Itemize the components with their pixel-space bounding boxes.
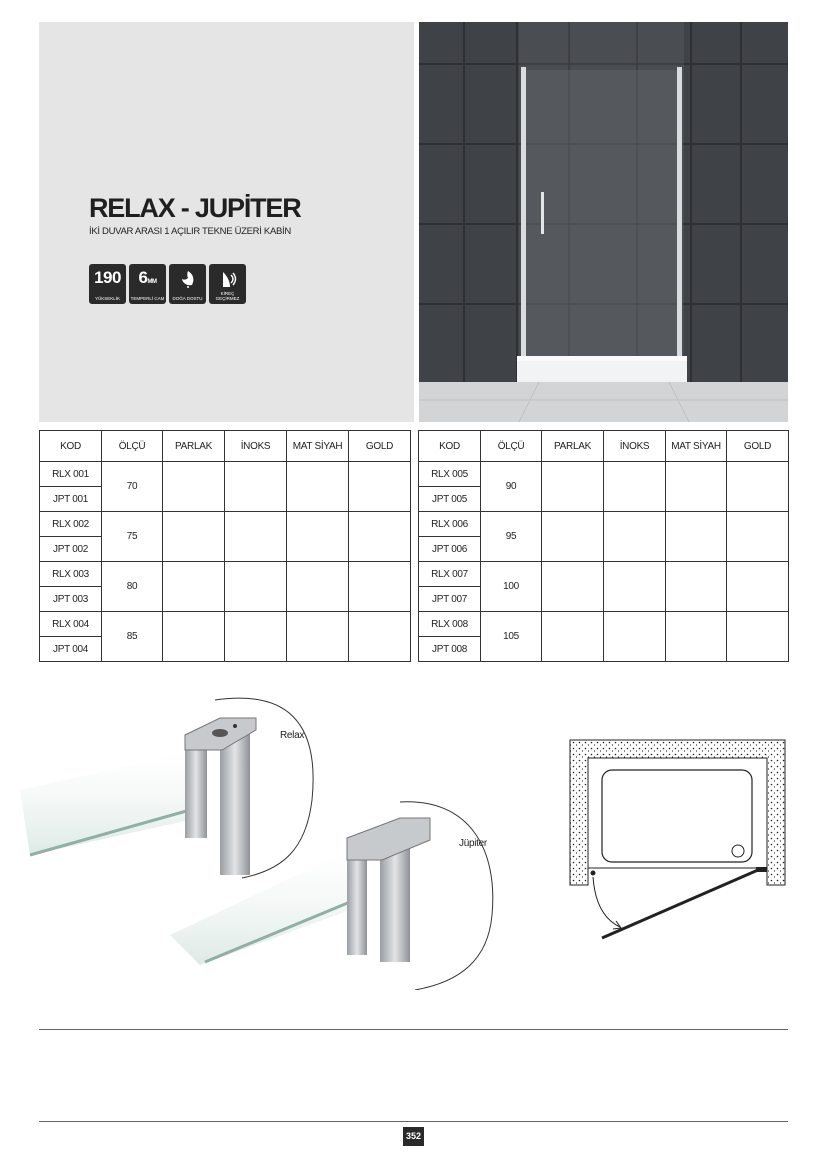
col-kod: KOD xyxy=(419,431,481,462)
jupiter-label: Jüpiter xyxy=(459,838,487,849)
col-olcu: ÖLÇÜ xyxy=(481,431,542,462)
finish-cell xyxy=(287,462,349,512)
col-mat-siyah: MAT SİYAH xyxy=(287,431,349,462)
product-code: JPT 007 xyxy=(419,587,481,612)
col-parlak: PARLAK xyxy=(163,431,225,462)
table-row xyxy=(40,512,411,537)
finish-cell xyxy=(225,562,287,612)
product-size: 70 xyxy=(102,462,163,512)
finish-cell xyxy=(604,612,666,662)
product-code: RLX 007 xyxy=(419,562,481,587)
product-code: RLX 006 xyxy=(419,512,481,537)
table-row xyxy=(419,462,789,487)
finish-cell xyxy=(542,562,604,612)
height-badge xyxy=(89,264,126,304)
anti-limescale-icon xyxy=(218,269,238,289)
product-code: RLX 002 xyxy=(40,512,102,537)
profile-detail-illustration xyxy=(20,690,510,990)
feature-badges xyxy=(89,264,246,304)
height-value: 190 xyxy=(94,268,121,287)
product-code: RLX 003 xyxy=(40,562,102,587)
height-caption: YÜKSEKLİK xyxy=(94,296,120,301)
table-row xyxy=(40,462,411,487)
product-table-right xyxy=(418,430,789,662)
table-header-row xyxy=(419,431,789,462)
product-size: 100 xyxy=(481,562,542,612)
table-header-row xyxy=(40,431,411,462)
finish-cell xyxy=(225,612,287,662)
table-row xyxy=(419,612,789,637)
product-code: JPT 008 xyxy=(419,637,481,662)
col-gold: GOLD xyxy=(727,431,789,462)
glass-caption: TEMPERLİ CAM xyxy=(130,296,165,301)
finish-cell xyxy=(727,512,789,562)
finish-cell xyxy=(542,462,604,512)
eco-caption: DOĞA DOSTU xyxy=(172,296,203,301)
finish-cell xyxy=(287,512,349,562)
glass-thickness-badge xyxy=(129,264,166,304)
product-code: JPT 006 xyxy=(419,537,481,562)
col-parlak: PARLAK xyxy=(542,431,604,462)
plan-view-diagram xyxy=(560,735,800,950)
finish-cell xyxy=(666,462,727,512)
page-title: RELAX - JUPİTER xyxy=(89,193,301,223)
finish-cell xyxy=(163,562,225,612)
glass-number: 6 xyxy=(138,268,148,287)
product-size: 95 xyxy=(481,512,542,562)
finish-cell xyxy=(225,512,287,562)
product-size: 85 xyxy=(102,612,163,662)
finish-cell xyxy=(666,612,727,662)
page-number: 352 xyxy=(403,1127,424,1146)
finish-cell xyxy=(163,512,225,562)
finish-cell xyxy=(349,562,411,612)
finish-cell xyxy=(666,562,727,612)
product-size: 105 xyxy=(481,612,542,662)
col-kod: KOD xyxy=(40,431,102,462)
finish-cell xyxy=(287,612,349,662)
finish-cell xyxy=(349,612,411,662)
product-code: RLX 004 xyxy=(40,612,102,637)
glass-value xyxy=(129,264,166,294)
col-mat-siyah: MAT SİYAH xyxy=(666,431,727,462)
finish-cell xyxy=(727,612,789,662)
table-row xyxy=(40,562,411,587)
product-code: JPT 005 xyxy=(419,487,481,512)
finish-cell xyxy=(542,512,604,562)
finish-cell xyxy=(542,612,604,662)
finish-cell xyxy=(604,512,666,562)
anti-limescale-badge xyxy=(209,264,246,304)
finish-cell xyxy=(666,512,727,562)
relax-label: Relax xyxy=(280,730,305,741)
finish-cell xyxy=(287,562,349,612)
col-gold: GOLD xyxy=(349,431,411,462)
finish-cell xyxy=(163,612,225,662)
bottom-divider xyxy=(39,1121,788,1122)
finish-cell xyxy=(349,462,411,512)
product-table-left xyxy=(39,430,411,662)
product-code: RLX 008 xyxy=(419,612,481,637)
finish-cell xyxy=(727,462,789,512)
product-code: JPT 002 xyxy=(40,537,102,562)
eco-leaf-icon xyxy=(178,269,198,289)
page-subtitle: İKİ DUVAR ARASI 1 AÇILIR TEKNE ÜZERİ KABİN xyxy=(89,226,291,237)
product-code: JPT 001 xyxy=(40,487,102,512)
finish-cell xyxy=(163,462,225,512)
col-inoks: İNOKS xyxy=(604,431,666,462)
finish-cell xyxy=(604,462,666,512)
shower-cabin-photo xyxy=(419,22,788,422)
footer-divider xyxy=(39,1029,788,1030)
product-code: JPT 003 xyxy=(40,587,102,612)
col-inoks: İNOKS xyxy=(225,431,287,462)
product-size: 75 xyxy=(102,512,163,562)
product-size: 90 xyxy=(481,462,542,512)
finish-cell xyxy=(349,512,411,562)
eco-badge xyxy=(169,264,206,304)
product-code: RLX 005 xyxy=(419,462,481,487)
table-row xyxy=(419,562,789,587)
finish-cell xyxy=(727,562,789,612)
glass-unit: MM xyxy=(147,279,157,285)
finish-cell xyxy=(225,462,287,512)
limescale-caption: KİREÇ GEÇİRMEZ xyxy=(215,291,240,301)
col-olcu: ÖLÇÜ xyxy=(102,431,163,462)
product-size: 80 xyxy=(102,562,163,612)
product-code: JPT 004 xyxy=(40,637,102,662)
product-code: RLX 001 xyxy=(40,462,102,487)
table-row xyxy=(419,512,789,537)
table-row xyxy=(40,612,411,637)
finish-cell xyxy=(604,562,666,612)
